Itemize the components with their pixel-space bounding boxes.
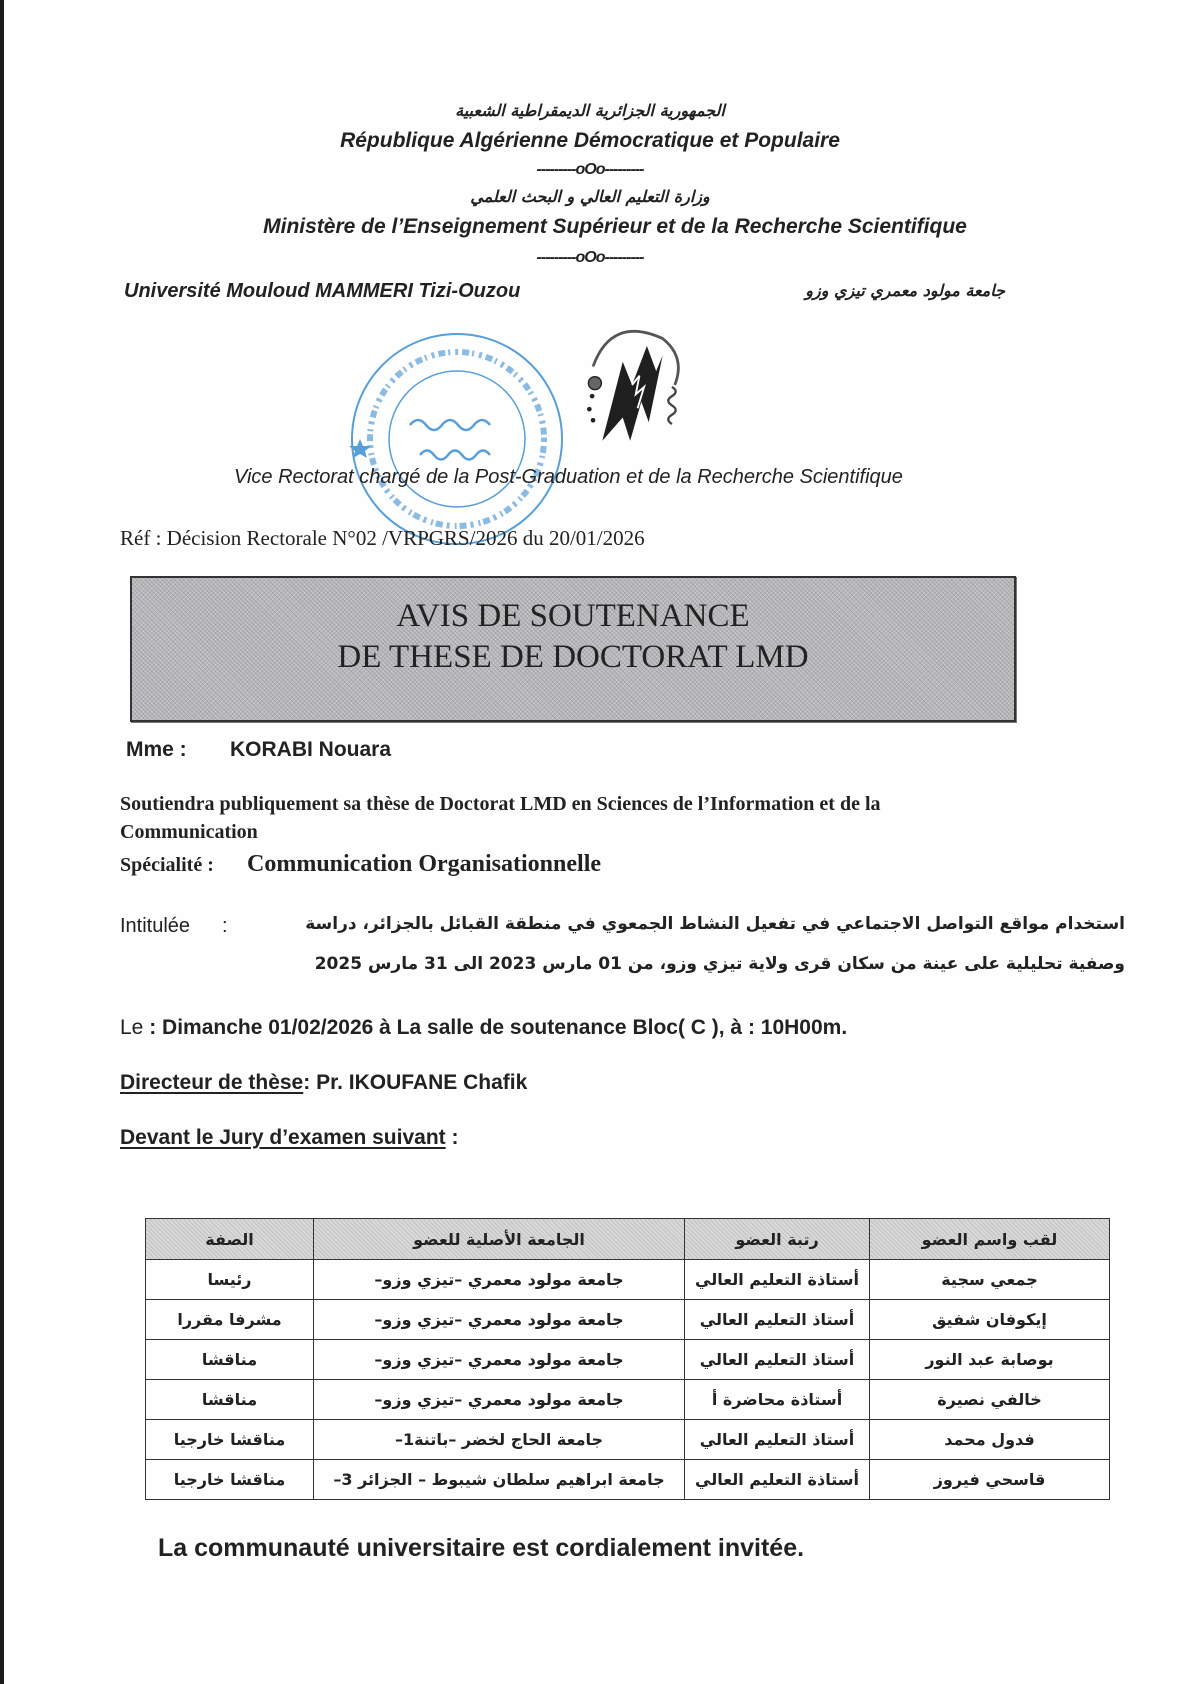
header-rank: رتبة العضو — [685, 1219, 870, 1260]
title-line-1: AVIS DE SOUTENANCE — [396, 598, 750, 634]
separator: ---------oOo--------- — [536, 249, 644, 266]
reference-decision: Réf : Décision Rectorale N°02 /VRPGRS/2026 du 20/01/2026 — [120, 526, 645, 550]
member-name: قاسحي فيروز — [870, 1460, 1110, 1500]
schedule-details: : Dimanche 01/02/2026 à La salle de soutenance Bloc( C ), à : 10H00m. — [149, 1016, 848, 1039]
candidate-label: Mme : — [126, 738, 187, 761]
header-name: لقب واسم العضو — [870, 1219, 1110, 1260]
member-university: جامعة مولود معمري –تيزي وزو– — [314, 1300, 685, 1340]
thesis-title-line-1: استخدام مواقع التواصل الاجتماعي في تفعيل النشاط الجمعوي في منطقة القبائل بالجزائر، دراسة — [305, 914, 1125, 934]
director-label: Directeur de thèse — [120, 1071, 304, 1094]
table-row — [146, 1460, 1110, 1500]
intitulee-label — [120, 914, 190, 938]
member-name: جمعي سجية — [870, 1260, 1110, 1300]
candidate-name: KORABI Nouara — [230, 738, 392, 761]
member-rank: أستاذ التعليم العالي — [685, 1300, 870, 1340]
member-rank: أستاذة التعليم العالي — [685, 1460, 870, 1500]
table-row — [146, 1340, 1110, 1380]
member-rank: أستاذ التعليم العالي — [685, 1340, 870, 1380]
specialite-value: Communication Organisationnelle — [247, 851, 602, 877]
member-role: مناقشا خارجيا — [146, 1460, 314, 1500]
member-university: جامعة مولود معمري –تيزي وزو– — [314, 1340, 685, 1380]
intitulee-label-text: Intitulée — [120, 915, 191, 937]
table-row — [146, 1420, 1110, 1460]
member-university: جامعة الحاج لخضر –باتنة1– — [314, 1420, 685, 1460]
director — [120, 1071, 527, 1095]
title-line-2: DE THESE DE DOCTORAT LMD — [337, 639, 809, 675]
member-rank: أستاذة التعليم العالي — [685, 1260, 870, 1300]
notice-title-box — [130, 576, 1016, 722]
member-rank: أستاذ التعليم العالي — [685, 1420, 870, 1460]
scan-edge — [0, 0, 4, 1684]
table-row — [146, 1380, 1110, 1420]
ministry-french: Ministère de l’Enseignement Supérieur et de la Recherche Scientifique — [263, 215, 967, 238]
separator: ---------oOo--------- — [536, 161, 644, 178]
university-arabic: جامعة مولود معمري تيزي وزو — [805, 281, 1005, 300]
member-role: مشرفا مقررا — [146, 1300, 314, 1340]
header-university: الجامعة الأصلية للعضو — [314, 1219, 685, 1260]
intitulee-colon: : — [222, 915, 228, 937]
member-name: خالفي نصيرة — [870, 1380, 1110, 1420]
member-role: مناقشا — [146, 1380, 314, 1420]
republic-arabic: الجمهورية الجزائرية الديمقراطية الشعبية — [455, 101, 725, 120]
closing-invitation: La communauté universitaire est cordialement invitée. — [158, 1534, 805, 1562]
header-role: الصفة — [146, 1219, 314, 1260]
member-name: فدول محمد — [870, 1420, 1110, 1460]
member-name: بوصابة عبد النور — [870, 1340, 1110, 1380]
thesis-title-line-2: وصفية تحليلية على عينة من سكان قرى ولاية تيزي وزو، من 01 مارس 2023 الى 31 مارس 2025 — [314, 954, 1125, 974]
member-role: رئيسا — [146, 1260, 314, 1300]
jury-intro-label: Devant le Jury d’examen suivant — [120, 1126, 446, 1149]
jury-table — [145, 1218, 1110, 1500]
member-university: جامعة ابراهيم سلطان شيبوط – الجزائر 3– — [314, 1460, 685, 1500]
jury-intro-colon: : — [445, 1126, 459, 1149]
table-row — [146, 1260, 1110, 1300]
university-logo — [570, 320, 695, 450]
vice-rectorat: Vice Rectorat chargé de la Post-Graduation et de la Recherche Scientifique — [234, 466, 903, 488]
member-university: جامعة مولود معمري –تيزي وزو– — [314, 1260, 685, 1300]
official-stamp — [340, 325, 575, 553]
ministry-arabic: وزارة التعليم العالي و البحث العلمي — [470, 187, 710, 206]
member-role: مناقشا — [146, 1340, 314, 1380]
university-french: Université Mouloud MAMMERI Tizi-Ouzou — [124, 280, 521, 302]
member-name: إيكوفان شفيق — [870, 1300, 1110, 1340]
specialite-label: Spécialité : — [120, 854, 214, 876]
schedule — [120, 1016, 847, 1040]
jury-table-header — [146, 1219, 1110, 1260]
jury-intro — [120, 1126, 458, 1150]
member-role: مناقشا خارجيا — [146, 1420, 314, 1460]
director-value: : Pr. IKOUFANE Chafik — [303, 1071, 528, 1094]
member-university: جامعة مولود معمري –تيزي وزو– — [314, 1380, 685, 1420]
republic-french: République Algérienne Démocratique et Populaire — [340, 129, 840, 152]
table-row — [146, 1300, 1110, 1340]
schedule-label: Le — [120, 1016, 144, 1039]
description-line-2: Communication — [120, 821, 258, 843]
member-rank: أستاذة محاضرة أ — [685, 1380, 870, 1420]
description-line-1: Soutiendra publiquement sa thèse de Doctorat LMD en Sciences de l’Information et de la — [120, 793, 881, 815]
